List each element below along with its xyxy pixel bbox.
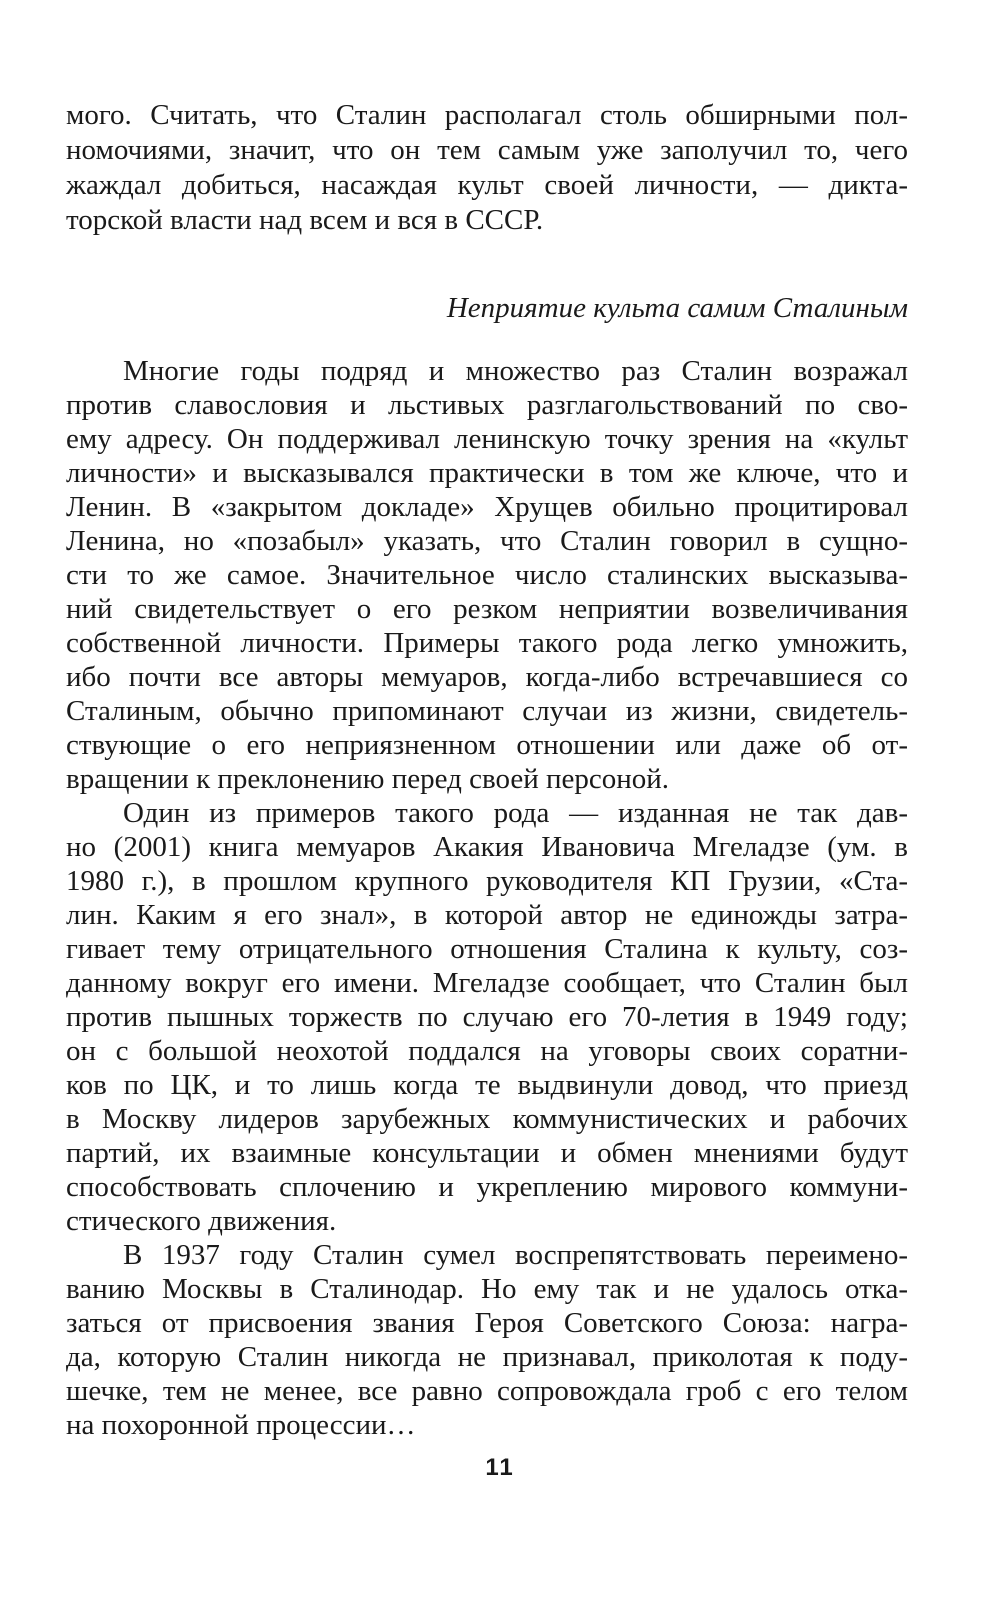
text-line: сти то же самое. Значительное число сталинских высказыва-: [66, 559, 908, 591]
text-line: способствовать сплочению и укреплению мирового коммуни-: [66, 1171, 908, 1203]
text-line: Сталиным, обычно припоминают случаи из жизни, свидетель-: [66, 695, 908, 727]
text-line: жаждал добиться, насаждая культ своей личности, — дикта-: [66, 169, 908, 201]
text-line: ков по ЦК, и то лишь когда те выдвинули довод, что приезд: [66, 1069, 908, 1101]
text-line: гивает тему отрицательного отношения Сталина к культу, соз-: [66, 933, 908, 965]
text-line: данному вокруг его имени. Мгеладзе сообщает, что Сталин был: [66, 967, 908, 999]
text-line: ему адресу. Он поддерживал ленинскую точку зрения на «культ: [66, 423, 908, 455]
text-line: собственной личности. Примеры такого рода легко умножить,: [66, 627, 908, 659]
text-line: он с большой неохотой поддался на уговоры своих соратни-: [66, 1035, 908, 1067]
text-line: торской власти над всем и вся в СССР.: [66, 204, 544, 236]
text-line: ствующие о его неприязненном отношении или даже об от-: [66, 729, 908, 761]
text-line: но (2001) книга мемуаров Акакия Ивановича Мгеладзе (ум. в: [66, 831, 908, 863]
text-line: партий, их взаимные консультации и обмен мнениями будут: [66, 1137, 908, 1169]
text-line: вращении к преклонению перед своей персоной.: [66, 763, 670, 795]
text-line: Ленина, но «позабыл» указать, что Сталин говорил в сущно-: [66, 525, 908, 557]
text-line: личности» и высказывался практически в том же ключе, что и: [66, 457, 908, 489]
text-line: ванию Москвы в Сталинодар. Но ему так и не удалось отка-: [66, 1273, 908, 1305]
text-line: да, которую Сталин никогда не признавал, приколотая к поду-: [66, 1341, 908, 1373]
text-line: против пышных торжеств по случаю его 70-летия в 1949 году;: [66, 1001, 908, 1033]
text-line: Ленин. В «закрытом докладе» Хрущев обильно процитировал: [66, 491, 908, 523]
text-line: Многие годы подряд и множество раз Сталин возражал: [123, 355, 908, 387]
text-line: мого. Считать, что Сталин располагал столь обширными пол-: [66, 99, 908, 131]
text-line: заться от присвоения звания Героя Советского Союза: награ-: [66, 1307, 908, 1339]
text-line: номочиями, значит, что он тем самым уже заполучил то, чего: [66, 134, 908, 166]
text-line: в Москву лидеров зарубежных коммунистических и рабочих: [66, 1103, 908, 1135]
text-line: шечке, тем не менее, все равно сопровождала гроб с его телом: [66, 1375, 908, 1407]
text-line: ибо почти все авторы мемуаров, когда-либо встречавшиеся со: [66, 661, 908, 693]
text-line: против славословия и льстивых разглагольствований по сво-: [66, 389, 908, 421]
text-line: Один из примеров такого рода — изданная не так дав-: [123, 797, 908, 829]
text-line: ний свидетельствует о его резком неприятии возвеличивания: [66, 593, 908, 625]
text-line: стического движения.: [66, 1205, 337, 1237]
text-line: на похоронной процессии…: [66, 1409, 416, 1441]
text-line: В 1937 году Сталин сумел воспрепятствовать переимено-: [123, 1239, 908, 1271]
section-heading: Неприятие культа самим Сталиным: [446, 292, 908, 324]
page-number: 11: [485, 1454, 515, 1481]
text-line: лин. Каким я его знал», в которой автор не единожды затра-: [66, 899, 908, 931]
text-line: 1980 г.), в прошлом крупного руководителя КП Грузии, «Ста-: [66, 865, 908, 897]
